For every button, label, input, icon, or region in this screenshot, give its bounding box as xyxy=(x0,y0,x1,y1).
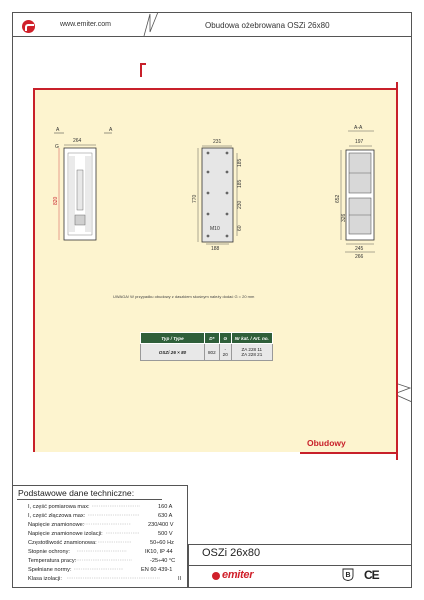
footer-divider xyxy=(188,565,412,566)
category-label: Obudowy xyxy=(307,438,346,448)
back-top-width-dim: 231 xyxy=(213,139,222,145)
front-height-dim: 820 xyxy=(53,196,59,205)
spec-value: II xyxy=(178,576,182,582)
cell-art-1: ZA 228 11 xyxy=(241,347,263,352)
section-width1-dim: 245 xyxy=(355,246,364,252)
spec-label: Napięcie znamionowe: xyxy=(28,522,85,528)
page-title: Obudowa ożebrowana OSZi 26x80 xyxy=(205,21,330,30)
spec-label: I, część pomiarowa max: xyxy=(28,504,90,510)
back-seg1-dim: 185 xyxy=(237,158,243,167)
section-top-width-dim: 197 xyxy=(355,139,364,145)
spec-label: I, część złączowa max: xyxy=(28,513,86,519)
cell-g-1: - xyxy=(224,347,226,352)
col-g: G xyxy=(219,333,231,344)
brand-logo: emiter xyxy=(222,569,254,581)
back-bottom-width-dim: 188 xyxy=(211,246,220,252)
front-section-label-left: A xyxy=(56,127,60,133)
cell-type: OSZi 26 × 80 xyxy=(141,344,205,361)
spec-label: Temperatura pracy: xyxy=(28,558,77,564)
spec-label: Klasa izolacji: xyxy=(28,576,62,582)
col-type: Typ / Type xyxy=(141,333,205,344)
specs-title: Podstawowe dane techniczne: xyxy=(18,488,135,498)
spec-label: Częstotliwość znamionowa: xyxy=(28,540,97,546)
spec-value: -25÷40 °C xyxy=(150,558,176,564)
section-title: A-A xyxy=(354,125,363,131)
section-inner-height-dim: 326 xyxy=(341,213,347,222)
section-height-dim: 652 xyxy=(335,194,341,203)
spec-value: 630 A xyxy=(158,513,173,519)
section-width2-dim: 266 xyxy=(355,254,364,260)
cell-art-2: ZA 228 21 xyxy=(241,352,263,357)
spec-label: Spełniane normy: xyxy=(28,567,72,573)
front-g-label: G xyxy=(55,144,59,150)
spec-value: 230/400 V xyxy=(148,522,174,528)
website-link[interactable]: www.emiter.com xyxy=(60,21,111,28)
front-section-label-right: A xyxy=(109,127,113,133)
svg-text:B: B xyxy=(345,572,351,579)
back-seg2-dim: 185 xyxy=(237,179,243,188)
spec-label: Napięcie znamionowe izolacji: xyxy=(28,531,103,537)
back-seg4-dim: 60 xyxy=(237,225,243,231)
spec-value: 500 V xyxy=(158,531,173,537)
col-art: Nr kat. / Art. no. xyxy=(231,333,272,344)
back-total-height-dim: 770 xyxy=(192,194,198,203)
spec-label: Stopnie ochrony: xyxy=(28,549,70,555)
back-bolt-label: M10 xyxy=(210,226,220,232)
spec-value: EN 60 439-1 xyxy=(141,567,173,573)
spec-value: 50÷60 Hz xyxy=(150,540,174,546)
col-d: D* xyxy=(205,333,220,344)
cell-g-2: 20 xyxy=(222,352,228,357)
cell-d: 802 xyxy=(205,344,220,361)
ce-mark-icon: CE xyxy=(364,568,379,582)
brand-mark-icon xyxy=(212,572,220,580)
front-width-dim: 264 xyxy=(73,138,82,144)
footer-model: OSZi 26x80 xyxy=(202,547,261,559)
installation-note: UWAGA! W przypadku obudowy z daszkiem skośnym należy dodać G = 20 mm xyxy=(113,294,255,299)
b-certification-icon xyxy=(342,568,354,581)
spec-value: IK10, IP 44 xyxy=(145,549,173,555)
spec-value: 160 A xyxy=(158,504,173,510)
back-seg3-dim: 230 xyxy=(237,200,243,209)
